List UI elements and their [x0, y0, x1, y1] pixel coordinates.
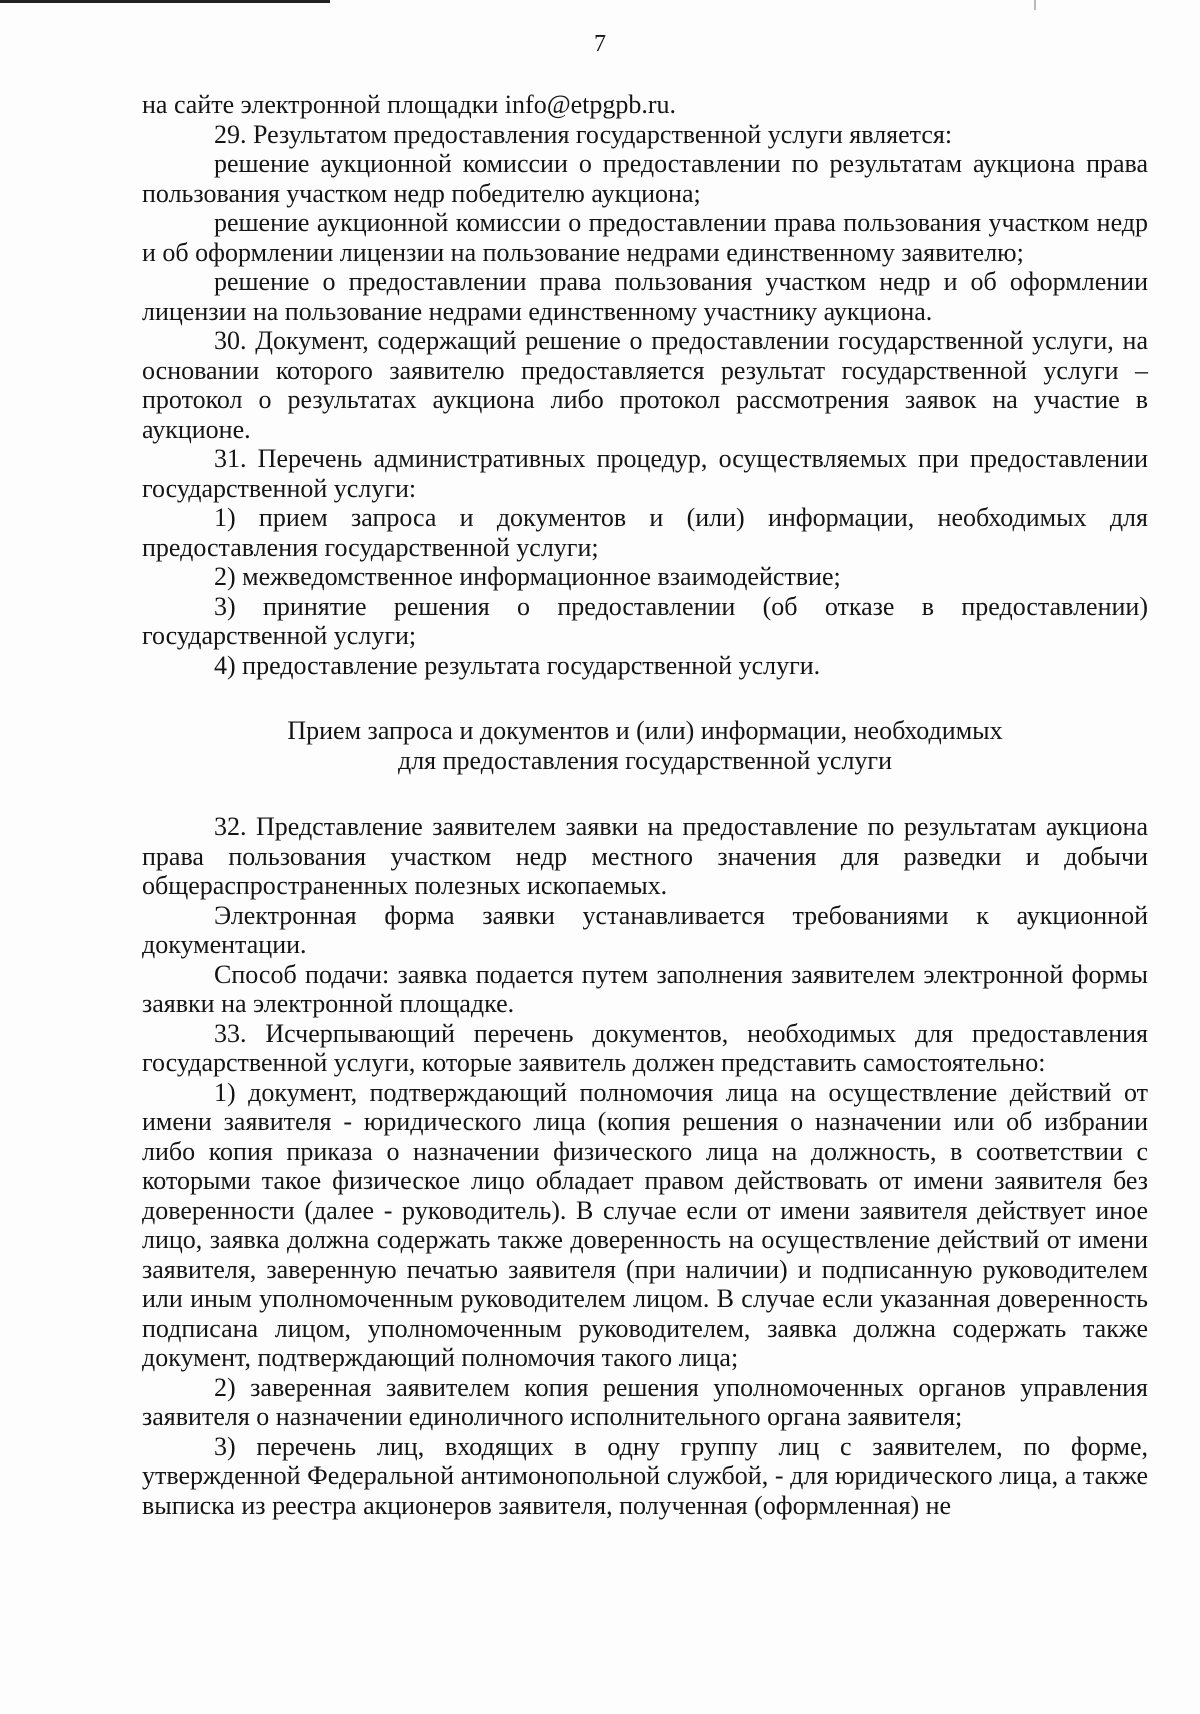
paragraph-31-item-2: 2) межведомственное информационное взаимодействие;	[214, 562, 841, 591]
section-heading-line-2: для предоставления государственной услуги	[397, 746, 893, 775]
paragraph-32-form: Электронная форма заявки устанавливается требованиями к аукционной документации.	[142, 900, 1148, 959]
page-number: 7	[594, 31, 606, 57]
scan-tick-mark	[1034, 0, 1036, 10]
paragraph-31-item-1: 1) прием запроса и документов и (или) информации, необходимых для предоставления государственной услуги;	[142, 503, 1148, 562]
paragraph-31: 31. Перечень административных процедур, осуществляемых при предоставлении государственной услуги:	[142, 444, 1148, 503]
section-heading-line-1: Прием запроса и документов и (или) информации, необходимых	[287, 716, 1003, 745]
paragraph-32-method: Способ подачи: заявка подается путем заполнения заявителем электронной формы заявки на электронной площадке.	[142, 959, 1148, 1018]
paragraph-31-item-4: 4) предоставление результата государственной услуги.	[214, 650, 821, 680]
paragraph-29: 29. Результатом предоставления государственной услуги является:	[214, 119, 953, 149]
paragraph-31-item-3: 3) принятие решения о предоставлении (об отказе в предоставлении) государственной услуги;	[142, 591, 1148, 650]
paragraph-29-item-1: решение аукционной комиссии о предоставлении по результатам аукциона права пользования участком недр победителю аукциона;	[142, 149, 1148, 208]
paragraph-33: 33. Исчерпывающий перечень документов, необходимых для предоставления государственной услуги, которые заявитель должен представить самостоятельно:	[142, 1018, 1148, 1077]
paragraph-29-item-2: решение аукционной комиссии о предоставлении права пользования участком недр и об оформлении лицензии на пользование недрами единственному заявителю;	[142, 208, 1148, 267]
section-heading	[142, 716, 1148, 776]
paragraph-29-item-3: решение о предоставлении права пользования участком недр и об оформлении лицензии на пользование недрами единственному участнику аукциона.	[142, 267, 1148, 326]
paragraph-30: 30. Документ, содержащий решение о предоставлении государственной услуги, на основании которого заявителю предоставляется результат государственной услуги – протокол о результатах аукциона либо протокол рассмотрения заявок на участие в аукционе.	[142, 326, 1148, 444]
paragraph-32: 32. Представление заявителем заявки на предоставление по результатам аукциона права пользования участком недр местного значения для разведки и добычи общераспространенных полезных ископаемых.	[142, 812, 1148, 900]
paragraph-33-item-3: 3) перечень лиц, входящих в одну группу лиц с заявителем, по форме, утвержденной Федеральной антимонопольной службой, - для юридического лица, а также выписка из реестра акционеров заявителя, полученная (оформленная) не	[142, 1431, 1148, 1520]
paragraph-33-item-2: 2) заверенная заявителем копия решения уполномоченных органов управления заявителя о назначении единоличного исполнительного органа заявителя;	[142, 1372, 1148, 1431]
scan-edge-mark	[0, 0, 330, 3]
paragraph-continuation: на сайте электронной площадки info@etpgpb.ru.	[142, 90, 677, 119]
document-body	[142, 90, 1148, 1520]
paragraph-33-item-1: 1) документ, подтверждающий полномочия лица на осуществление действий от имени заявителя - юридического лица (копия решения о назначении или об избрании либо копия приказа о назначении физического лица на должность, в соответствии с которыми такое физическое лицо обладает правом действовать от имени заявителя без доверенности (далее - руководитель). В случае если от имени заявителя действует иное лицо, заявка должна содержать также доверенность на осуществление действий от имени заявителя, заверенную печатью заявителя (при наличии) и подписанную руководителем или иным уполномоченным руководителем лицом. В случае если указанная доверенность подписана лицом, уполномоченным руководителем, заявка должна содержать также документ, подтверждающий полномочия такого лица;	[142, 1077, 1148, 1372]
